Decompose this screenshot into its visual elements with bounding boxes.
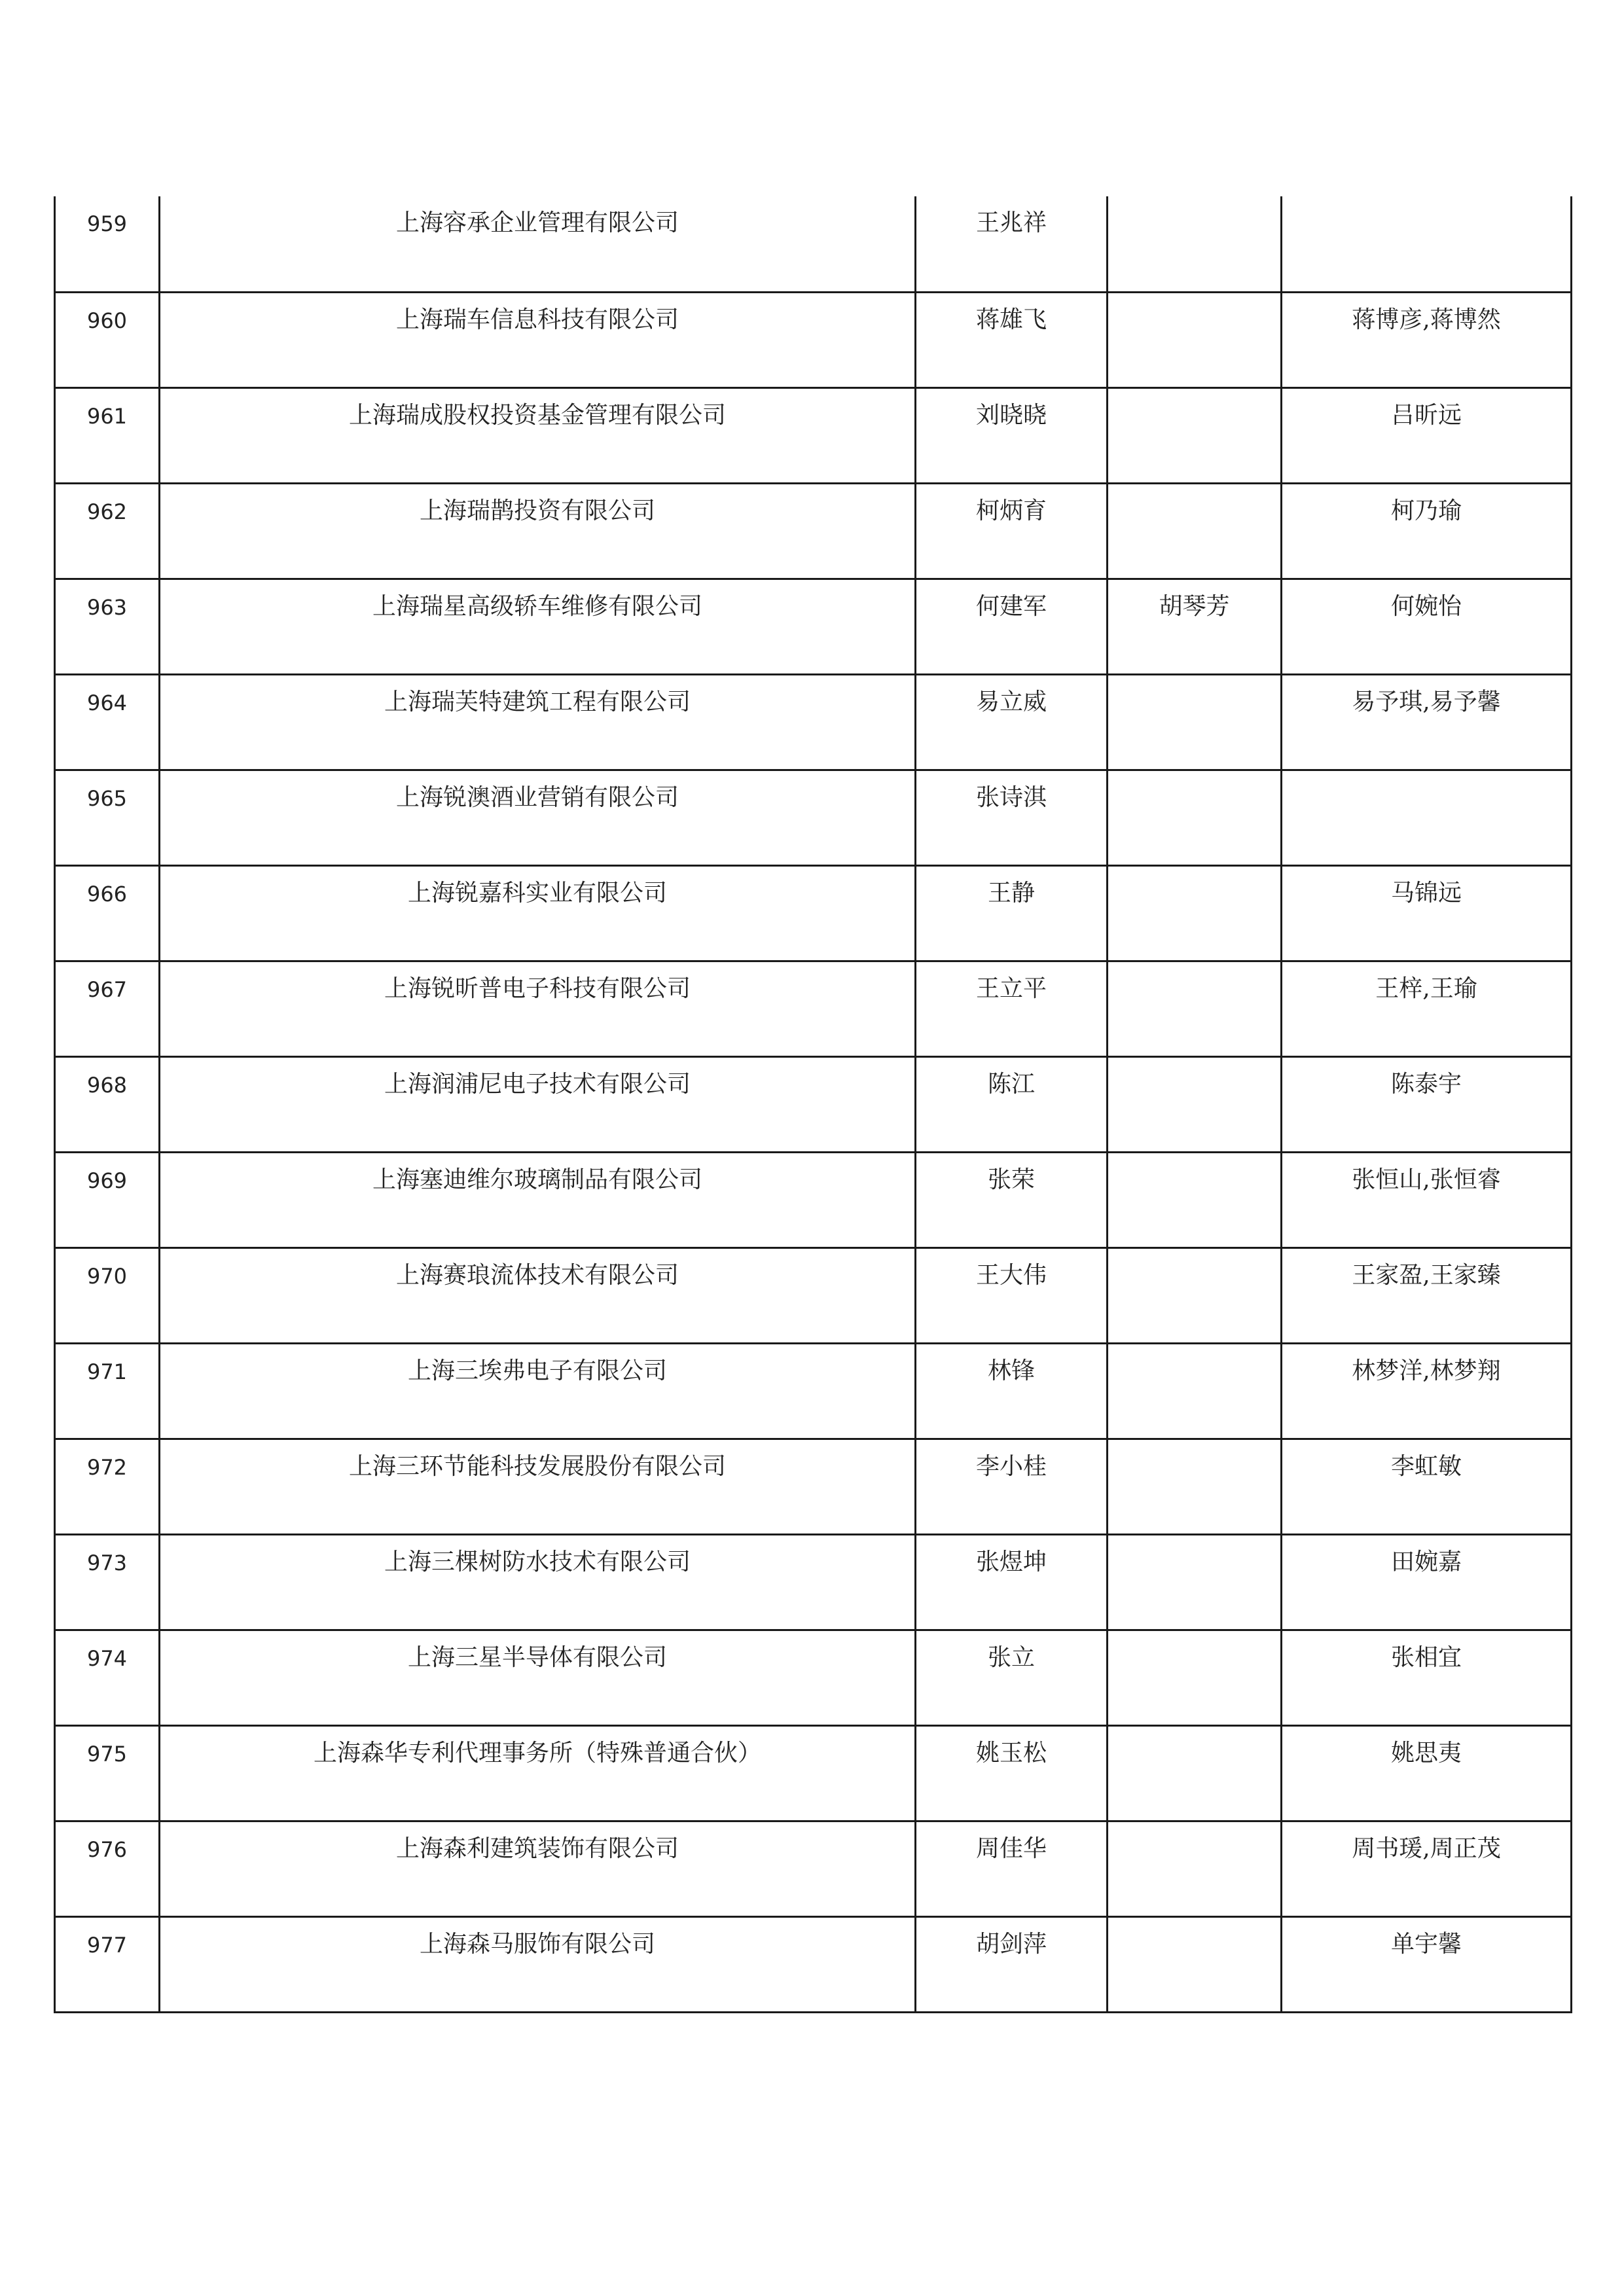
col5-cell	[1282, 1534, 1572, 1630]
table-row	[55, 770, 1572, 865]
table-row	[55, 387, 1572, 483]
person-name-text: 王兆祥	[975, 209, 1047, 236]
row-number-text: 960	[86, 308, 128, 333]
person-name-cell	[916, 1056, 1108, 1152]
row-number-text: 973	[86, 1550, 128, 1575]
col4-cell	[1108, 1247, 1282, 1343]
company-name-cell	[160, 292, 916, 387]
row-number-text: 976	[86, 1837, 128, 1862]
person-name-text: 张荣	[987, 1166, 1035, 1193]
table-row	[55, 483, 1572, 579]
col5-text: 王梓,王瑜	[1375, 975, 1477, 1002]
person-name-cell	[916, 1630, 1108, 1725]
company-name-text: 上海森利建筑装饰有限公司	[395, 1835, 679, 1862]
person-name-text: 李小桂	[975, 1452, 1047, 1480]
row-number-text: 959	[86, 211, 128, 236]
col5-cell	[1282, 674, 1572, 770]
person-name-text: 张诗淇	[975, 783, 1047, 811]
company-name-cell	[160, 483, 916, 579]
person-name-cell	[916, 770, 1108, 865]
row-number-cell	[55, 770, 160, 865]
person-name-text: 张立	[987, 1643, 1035, 1671]
person-name-text: 何建军	[975, 592, 1047, 620]
col5-cell	[1282, 770, 1572, 865]
person-name-cell	[916, 865, 1108, 961]
col5-cell	[1282, 483, 1572, 579]
company-name-text: 上海赛琅流体技术有限公司	[395, 1261, 679, 1289]
row-number-cell	[55, 1343, 160, 1439]
person-name-text: 张煜坤	[975, 1548, 1047, 1575]
row-number-cell	[55, 865, 160, 961]
row-number-cell	[55, 1152, 160, 1247]
row-number-text: 962	[86, 499, 128, 524]
col4-text	[1108, 389, 1280, 404]
row-number-cell	[55, 1725, 160, 1821]
table-row	[55, 1725, 1572, 1821]
person-name-cell	[916, 292, 1108, 387]
person-name-text: 刘晓晓	[975, 401, 1047, 429]
col4-cell	[1108, 1152, 1282, 1247]
col4-text	[1108, 1058, 1280, 1073]
company-name-cell	[160, 579, 916, 674]
person-name-cell	[916, 674, 1108, 770]
col4-text	[1108, 771, 1280, 786]
person-name-cell	[916, 1152, 1108, 1247]
col5-text: 李虹敏	[1390, 1452, 1462, 1480]
col5-text	[1282, 771, 1570, 786]
col4-text	[1108, 1153, 1280, 1168]
company-name-cell	[160, 674, 916, 770]
row-number-text: 977	[86, 1932, 128, 1958]
company-name-cell	[160, 1056, 916, 1152]
table-row	[55, 865, 1572, 961]
company-name-cell	[160, 1821, 916, 1916]
table-row	[55, 1056, 1572, 1152]
col4-text	[1108, 1822, 1280, 1837]
row-number-text: 961	[86, 403, 128, 429]
col4-text: 胡琴芳	[1159, 592, 1230, 620]
row-number-text: 968	[86, 1072, 128, 1098]
company-name-text: 上海森华专利代理事务所（特殊普通合伙）	[313, 1739, 761, 1767]
row-number-cell	[55, 1821, 160, 1916]
col5-text: 张相宜	[1390, 1643, 1462, 1671]
company-name-text: 上海三埃弗电子有限公司	[407, 1357, 667, 1384]
row-number-text: 970	[86, 1263, 128, 1289]
col5-cell	[1282, 1821, 1572, 1916]
person-name-cell	[916, 1439, 1108, 1534]
row-number-text: 971	[86, 1359, 128, 1384]
person-name-cell	[916, 1821, 1108, 1916]
col5-cell	[1282, 1056, 1572, 1152]
col4-text	[1108, 867, 1280, 882]
col4-text	[1108, 1918, 1280, 1933]
person-name-cell	[916, 1247, 1108, 1343]
person-name-cell	[916, 961, 1108, 1056]
company-name-text: 上海锐昕普电子科技有限公司	[384, 975, 691, 1002]
col5-cell	[1282, 1343, 1572, 1439]
company-name-text: 上海瑞星高级轿车维修有限公司	[372, 592, 702, 620]
company-name-text: 上海瑞成股权投资基金管理有限公司	[348, 401, 726, 429]
col5-text: 王家盈,王家臻	[1352, 1261, 1501, 1289]
col4-text	[1108, 1249, 1280, 1264]
table-row	[55, 1821, 1572, 1916]
col4-text	[1108, 484, 1280, 499]
row-number-text: 969	[86, 1168, 128, 1193]
table-row	[55, 1152, 1572, 1247]
col5-text: 马锦远	[1390, 879, 1462, 906]
row-number-cell	[55, 1630, 160, 1725]
company-name-text: 上海瑞鹊投资有限公司	[419, 497, 655, 524]
row-number-text: 964	[86, 690, 128, 715]
col4-cell	[1108, 1630, 1282, 1725]
table-row	[55, 579, 1572, 674]
col5-text: 周书瑗,周正茂	[1352, 1835, 1501, 1862]
row-number-cell	[55, 961, 160, 1056]
table-row	[55, 1630, 1572, 1725]
col5-text: 陈泰宇	[1390, 1070, 1462, 1098]
person-name-text: 陈江	[987, 1070, 1035, 1098]
company-name-cell	[160, 1916, 916, 2012]
table-row	[55, 1439, 1572, 1534]
col5-cell	[1282, 579, 1572, 674]
col4-text	[1108, 675, 1280, 691]
col5-cell	[1282, 196, 1572, 292]
col4-text	[1108, 196, 1280, 211]
col5-text: 何婉怡	[1390, 592, 1462, 620]
row-number-text: 963	[86, 594, 128, 620]
person-name-text: 王立平	[975, 975, 1047, 1002]
col5-cell	[1282, 1247, 1572, 1343]
col5-cell	[1282, 1152, 1572, 1247]
row-number-text: 975	[86, 1741, 128, 1767]
person-name-text: 王静	[987, 879, 1035, 906]
records-table	[54, 196, 1572, 2013]
table-row	[55, 674, 1572, 770]
row-number-cell	[55, 1439, 160, 1534]
person-name-text: 易立威	[975, 688, 1047, 715]
company-name-text: 上海容承企业管理有限公司	[395, 209, 679, 236]
col5-text: 吕昕远	[1390, 401, 1462, 429]
company-name-cell	[160, 1439, 916, 1534]
company-name-cell	[160, 865, 916, 961]
col4-cell	[1108, 961, 1282, 1056]
company-name-cell	[160, 1725, 916, 1821]
col4-cell	[1108, 865, 1282, 961]
person-name-cell	[916, 1916, 1108, 2012]
company-name-cell	[160, 770, 916, 865]
table-row	[55, 961, 1572, 1056]
table-row	[55, 292, 1572, 387]
company-name-text: 上海森马服饰有限公司	[419, 1930, 655, 1958]
row-number-text: 972	[86, 1454, 128, 1480]
person-name-text: 胡剑萍	[975, 1930, 1047, 1958]
col5-text: 田婉嘉	[1390, 1548, 1462, 1575]
col5-text: 柯乃瑜	[1390, 497, 1462, 524]
col5-text	[1282, 196, 1570, 211]
row-number-cell	[55, 387, 160, 483]
row-number-cell	[55, 1056, 160, 1152]
col4-cell	[1108, 1439, 1282, 1534]
col4-text	[1108, 1727, 1280, 1742]
col4-cell	[1108, 674, 1282, 770]
col4-cell	[1108, 387, 1282, 483]
col5-cell	[1282, 1916, 1572, 2012]
col4-cell	[1108, 196, 1282, 292]
row-number-cell	[55, 1916, 160, 2012]
col5-text: 单宇馨	[1390, 1930, 1462, 1958]
col4-text	[1108, 1344, 1280, 1359]
col5-text: 易予琪,易予馨	[1352, 688, 1501, 715]
col4-cell	[1108, 292, 1282, 387]
company-name-cell	[160, 1534, 916, 1630]
col4-cell	[1108, 1056, 1282, 1152]
row-number-text: 966	[86, 881, 128, 906]
person-name-cell	[916, 1343, 1108, 1439]
records-table-body	[55, 196, 1572, 2012]
row-number-cell	[55, 1247, 160, 1343]
col4-cell	[1108, 579, 1282, 674]
col5-text: 蒋博彦,蒋博然	[1352, 306, 1501, 333]
company-name-text: 上海锐澳酒业营销有限公司	[395, 783, 679, 811]
company-name-text: 上海塞迪维尔玻璃制品有限公司	[372, 1166, 702, 1193]
table-row	[55, 1247, 1572, 1343]
col4-cell	[1108, 1916, 1282, 2012]
col4-cell	[1108, 1821, 1282, 1916]
row-number-cell	[55, 292, 160, 387]
person-name-text: 柯炳育	[975, 497, 1047, 524]
col5-cell	[1282, 292, 1572, 387]
company-name-cell	[160, 387, 916, 483]
person-name-cell	[916, 387, 1108, 483]
company-name-text: 上海三星半导体有限公司	[407, 1643, 667, 1671]
col5-text: 张恒山,张恒睿	[1352, 1166, 1501, 1193]
col5-cell	[1282, 1630, 1572, 1725]
col4-text	[1108, 1535, 1280, 1551]
col4-text	[1108, 293, 1280, 308]
person-name-cell	[916, 1534, 1108, 1630]
person-name-cell	[916, 579, 1108, 674]
person-name-text: 王大伟	[975, 1261, 1047, 1289]
col5-cell	[1282, 961, 1572, 1056]
company-name-cell	[160, 1247, 916, 1343]
col4-text	[1108, 1631, 1280, 1646]
col5-cell	[1282, 1439, 1572, 1534]
company-name-text: 上海锐嘉科实业有限公司	[407, 879, 667, 906]
company-name-cell	[160, 961, 916, 1056]
table-row	[55, 1916, 1572, 2012]
company-name-cell	[160, 196, 916, 292]
company-name-cell	[160, 1152, 916, 1247]
col4-cell	[1108, 483, 1282, 579]
company-name-cell	[160, 1630, 916, 1725]
company-name-text: 上海瑞芙特建筑工程有限公司	[384, 688, 691, 715]
col5-text: 林梦洋,林梦翔	[1352, 1357, 1501, 1384]
row-number-cell	[55, 196, 160, 292]
col5-text: 姚思夷	[1390, 1739, 1462, 1767]
company-name-cell	[160, 1343, 916, 1439]
person-name-cell	[916, 196, 1108, 292]
table-row	[55, 1534, 1572, 1630]
person-name-cell	[916, 483, 1108, 579]
row-number-cell	[55, 579, 160, 674]
col4-cell	[1108, 1343, 1282, 1439]
person-name-cell	[916, 1725, 1108, 1821]
col4-cell	[1108, 1534, 1282, 1630]
person-name-text: 姚玉松	[975, 1739, 1047, 1767]
table-row	[55, 196, 1572, 292]
col4-text	[1108, 1440, 1280, 1455]
row-number-text: 974	[86, 1645, 128, 1671]
company-name-text: 上海瑞车信息科技有限公司	[395, 306, 679, 333]
row-number-cell	[55, 674, 160, 770]
company-name-text: 上海三棵树防水技术有限公司	[384, 1548, 691, 1575]
col4-cell	[1108, 770, 1282, 865]
col4-cell	[1108, 1725, 1282, 1821]
col5-cell	[1282, 387, 1572, 483]
person-name-text: 蒋雄飞	[975, 306, 1047, 333]
col5-cell	[1282, 1725, 1572, 1821]
company-name-text: 上海三环节能科技发展股份有限公司	[348, 1452, 726, 1480]
row-number-text: 965	[86, 785, 128, 811]
col4-text	[1108, 962, 1280, 977]
company-name-text: 上海润浦尼电子技术有限公司	[384, 1070, 691, 1098]
table-row	[55, 1343, 1572, 1439]
col5-cell	[1282, 865, 1572, 961]
person-name-text: 周佳华	[975, 1835, 1047, 1862]
row-number-cell	[55, 483, 160, 579]
row-number-cell	[55, 1534, 160, 1630]
row-number-text: 967	[86, 977, 128, 1002]
person-name-text: 林锋	[987, 1357, 1035, 1384]
